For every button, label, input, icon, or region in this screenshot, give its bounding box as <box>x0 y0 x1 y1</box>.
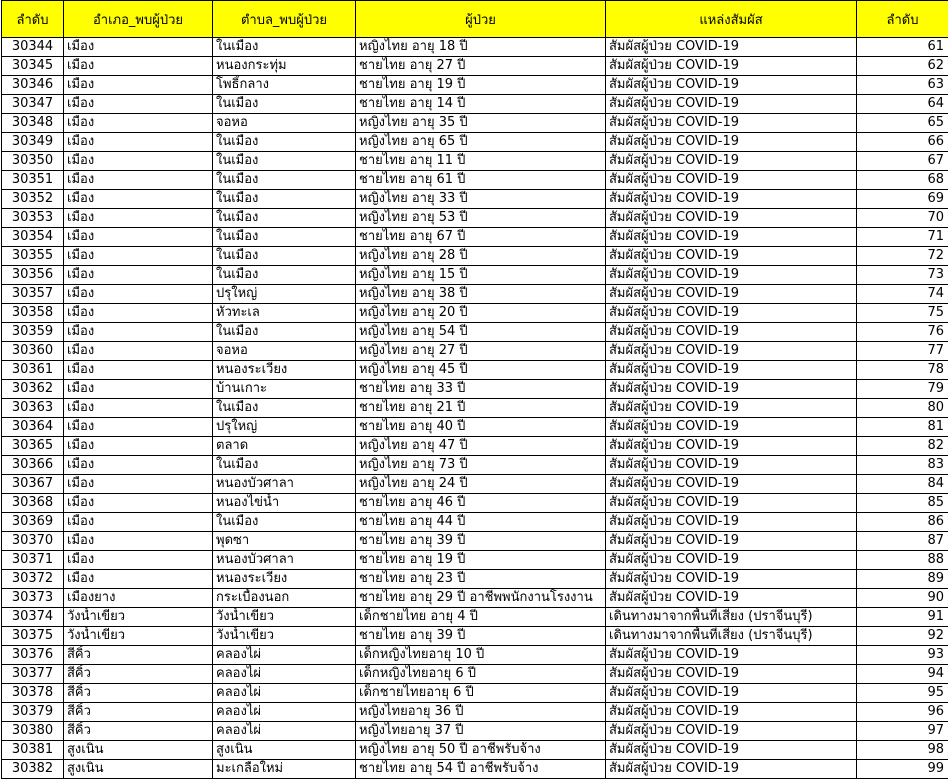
table-row <box>2 551 948 570</box>
order-number: 70 <box>857 209 948 228</box>
subdistrict: คลองไผ่ <box>213 684 356 703</box>
subdistrict: ในเมือง <box>213 513 356 532</box>
order-number: 93 <box>857 646 948 665</box>
table-row <box>2 589 948 608</box>
case-number: 30376 <box>2 646 64 665</box>
contact-source: สัมผัสผู้ป่วย COVID-19 <box>606 323 857 342</box>
district: เมือง <box>64 323 213 342</box>
case-number: 30373 <box>2 589 64 608</box>
district: สีคิ้ว <box>64 722 213 741</box>
contact-source: สัมผัสผู้ป่วย COVID-19 <box>606 570 857 589</box>
case-number: 30375 <box>2 627 64 646</box>
district: เมือง <box>64 38 213 57</box>
table-row <box>2 760 948 779</box>
patient: หญิงไทย อายุ 15 ปี <box>356 266 606 285</box>
district: วังน้ำเขียว <box>64 627 213 646</box>
contact-source: สัมผัสผู้ป่วย COVID-19 <box>606 114 857 133</box>
case-number: 30371 <box>2 551 64 570</box>
district: เมือง <box>64 570 213 589</box>
district: เมือง <box>64 418 213 437</box>
order-number: 65 <box>857 114 948 133</box>
order-number: 98 <box>857 741 948 760</box>
order-number: 76 <box>857 323 948 342</box>
contact-source: สัมผัสผู้ป่วย COVID-19 <box>606 285 857 304</box>
patient: ชายไทย อายุ 11 ปี <box>356 152 606 171</box>
contact-source: สัมผัสผู้ป่วย COVID-19 <box>606 399 857 418</box>
subdistrict: ในเมือง <box>213 247 356 266</box>
table-row <box>2 456 948 475</box>
contact-source: สัมผัสผู้ป่วย COVID-19 <box>606 551 857 570</box>
district: เมือง <box>64 209 213 228</box>
contact-source: สัมผัสผู้ป่วย COVID-19 <box>606 190 857 209</box>
patient: ชายไทย อายุ 61 ปี <box>356 171 606 190</box>
district: เมือง <box>64 380 213 399</box>
order-number: 94 <box>857 665 948 684</box>
header-contact-source: แหล่งสัมผัส <box>606 1 857 38</box>
order-number: 86 <box>857 513 948 532</box>
order-number: 88 <box>857 551 948 570</box>
patient: หญิงไทย อายุ 35 ปี <box>356 114 606 133</box>
case-number: 30350 <box>2 152 64 171</box>
district: เมือง <box>64 399 213 418</box>
order-number: 62 <box>857 57 948 76</box>
contact-source: สัมผัสผู้ป่วย COVID-19 <box>606 532 857 551</box>
order-number: 85 <box>857 494 948 513</box>
case-number: 30353 <box>2 209 64 228</box>
subdistrict: วังน้ำเขียว <box>213 608 356 627</box>
order-number: 73 <box>857 266 948 285</box>
district: เมือง <box>64 285 213 304</box>
case-number: 30374 <box>2 608 64 627</box>
contact-source: สัมผัสผู้ป่วย COVID-19 <box>606 342 857 361</box>
order-number: 91 <box>857 608 948 627</box>
case-number: 30363 <box>2 399 64 418</box>
contact-source: สัมผัสผู้ป่วย COVID-19 <box>606 266 857 285</box>
case-number: 30356 <box>2 266 64 285</box>
header-district: อำเภอ_พบผู้ป่วย <box>64 1 213 38</box>
table-row <box>2 38 948 57</box>
contact-source: สัมผัสผู้ป่วย COVID-19 <box>606 95 857 114</box>
district: สีคิ้ว <box>64 684 213 703</box>
subdistrict: หนองกระทุ่ม <box>213 57 356 76</box>
district: เมือง <box>64 57 213 76</box>
case-number: 30357 <box>2 285 64 304</box>
header-subdistrict: ตำบล_พบผู้ป่วย <box>213 1 356 38</box>
contact-source: สัมผัสผู้ป่วย COVID-19 <box>606 703 857 722</box>
patient: ชายไทย อายุ 44 ปี <box>356 513 606 532</box>
patient: ชายไทย อายุ 67 ปี <box>356 228 606 247</box>
order-number: 63 <box>857 76 948 95</box>
table-row <box>2 285 948 304</box>
contact-source: เดินทางมาจากพื้นที่เสี่ยง (ปราจีนบุรี) <box>606 608 857 627</box>
subdistrict: หนองระเวียง <box>213 570 356 589</box>
contact-source: สัมผัสผู้ป่วย COVID-19 <box>606 741 857 760</box>
subdistrict: กระเบื้องนอก <box>213 589 356 608</box>
patient: ชายไทย อายุ 46 ปี <box>356 494 606 513</box>
patient: หญิงไทย อายุ 28 ปี <box>356 247 606 266</box>
table-row <box>2 380 948 399</box>
contact-source: สัมผัสผู้ป่วย COVID-19 <box>606 418 857 437</box>
subdistrict: ในเมือง <box>213 209 356 228</box>
patient: หญิงไทย อายุ 18 ปี <box>356 38 606 57</box>
table-row <box>2 608 948 627</box>
district: สูงเนิน <box>64 741 213 760</box>
case-number: 30369 <box>2 513 64 532</box>
patient: เด็กหญิงไทยอายุ 6 ปี <box>356 665 606 684</box>
order-number: 92 <box>857 627 948 646</box>
order-number: 61 <box>857 38 948 57</box>
order-number: 89 <box>857 570 948 589</box>
patient: ชายไทย อายุ 29 ปี อาชีพพนักงานโรงงาน <box>356 589 606 608</box>
contact-source: สัมผัสผู้ป่วย COVID-19 <box>606 247 857 266</box>
table-row <box>2 114 948 133</box>
contact-source: สัมผัสผู้ป่วย COVID-19 <box>606 665 857 684</box>
order-number: 84 <box>857 475 948 494</box>
contact-source: สัมผัสผู้ป่วย COVID-19 <box>606 494 857 513</box>
subdistrict: หนองระเวียง <box>213 361 356 380</box>
contact-source: สัมผัสผู้ป่วย COVID-19 <box>606 760 857 779</box>
case-number: 30372 <box>2 570 64 589</box>
subdistrict: คลองไผ่ <box>213 646 356 665</box>
table-row <box>2 646 948 665</box>
subdistrict: สูงเนิน <box>213 741 356 760</box>
patient: ชายไทย อายุ 14 ปี <box>356 95 606 114</box>
subdistrict: ในเมือง <box>213 171 356 190</box>
table-row <box>2 741 948 760</box>
order-number: 82 <box>857 437 948 456</box>
order-number: 83 <box>857 456 948 475</box>
case-number: 30362 <box>2 380 64 399</box>
district: เมือง <box>64 304 213 323</box>
district: เมือง <box>64 247 213 266</box>
contact-source: สัมผัสผู้ป่วย COVID-19 <box>606 380 857 399</box>
district: เมือง <box>64 171 213 190</box>
subdistrict: ตลาด <box>213 437 356 456</box>
order-number: 74 <box>857 285 948 304</box>
district: วังน้ำเขียว <box>64 608 213 627</box>
case-number: 30354 <box>2 228 64 247</box>
contact-source: สัมผัสผู้ป่วย COVID-19 <box>606 513 857 532</box>
subdistrict: วังน้ำเขียว <box>213 627 356 646</box>
patient: ชายไทย อายุ 39 ปี <box>356 532 606 551</box>
table-row <box>2 152 948 171</box>
table-row <box>2 532 948 551</box>
patient: หญิงไทย อายุ 45 ปี <box>356 361 606 380</box>
patient: หญิงไทย อายุ 38 ปี <box>356 285 606 304</box>
district: เมือง <box>64 228 213 247</box>
subdistrict: พุดซา <box>213 532 356 551</box>
contact-source: สัมผัสผู้ป่วย COVID-19 <box>606 228 857 247</box>
case-number: 30364 <box>2 418 64 437</box>
table-row <box>2 228 948 247</box>
contact-source: สัมผัสผู้ป่วย COVID-19 <box>606 437 857 456</box>
table-row <box>2 703 948 722</box>
contact-source: เดินทางมาจากพื้นที่เสี่ยง (ปราจีนบุรี) <box>606 627 857 646</box>
case-number: 30345 <box>2 57 64 76</box>
case-number: 30344 <box>2 38 64 57</box>
case-number: 30346 <box>2 76 64 95</box>
subdistrict: หนองไข่น้ำ <box>213 494 356 513</box>
case-number: 30360 <box>2 342 64 361</box>
district: เมือง <box>64 266 213 285</box>
order-number: 87 <box>857 532 948 551</box>
district: สีคิ้ว <box>64 703 213 722</box>
table-row <box>2 494 948 513</box>
contact-source: สัมผัสผู้ป่วย COVID-19 <box>606 152 857 171</box>
district: สีคิ้ว <box>64 646 213 665</box>
header-seq: ลำดับ <box>2 1 64 38</box>
patient: ชายไทย อายุ 39 ปี <box>356 627 606 646</box>
case-number: 30347 <box>2 95 64 114</box>
case-number: 30378 <box>2 684 64 703</box>
table-row <box>2 209 948 228</box>
patient: หญิงไทย อายุ 50 ปี อาชีพรับจ้าง <box>356 741 606 760</box>
patient: หญิงไทย อายุ 47 ปี <box>356 437 606 456</box>
subdistrict: จอหอ <box>213 342 356 361</box>
contact-source: สัมผัสผู้ป่วย COVID-19 <box>606 684 857 703</box>
district: เมือง <box>64 342 213 361</box>
patient: ชายไทย อายุ 54 ปี อาชีพรับจ้าง <box>356 760 606 779</box>
district: สูงเนิน <box>64 760 213 779</box>
case-number: 30355 <box>2 247 64 266</box>
district: เมือง <box>64 190 213 209</box>
contact-source: สัมผัสผู้ป่วย COVID-19 <box>606 722 857 741</box>
order-number: 64 <box>857 95 948 114</box>
district: เมือง <box>64 494 213 513</box>
district: เมือง <box>64 152 213 171</box>
subdistrict: หนองบัวศาลา <box>213 475 356 494</box>
patient: ชายไทย อายุ 27 ปี <box>356 57 606 76</box>
subdistrict: ในเมือง <box>213 190 356 209</box>
table-row <box>2 247 948 266</box>
subdistrict: คลองไผ่ <box>213 703 356 722</box>
case-number: 30380 <box>2 722 64 741</box>
table-row <box>2 171 948 190</box>
case-number: 30348 <box>2 114 64 133</box>
district: เมือง <box>64 475 213 494</box>
table-row <box>2 437 948 456</box>
district: เมือง <box>64 114 213 133</box>
contact-source: สัมผัสผู้ป่วย COVID-19 <box>606 38 857 57</box>
order-number: 67 <box>857 152 948 171</box>
district: สีคิ้ว <box>64 665 213 684</box>
subdistrict: คลองไผ่ <box>213 665 356 684</box>
district: เมือง <box>64 551 213 570</box>
contact-source: สัมผัสผู้ป่วย COVID-19 <box>606 361 857 380</box>
case-number: 30349 <box>2 133 64 152</box>
patient: ชายไทย อายุ 19 ปี <box>356 76 606 95</box>
subdistrict: ปรุใหญ่ <box>213 418 356 437</box>
subdistrict: โพธิ์กลาง <box>213 76 356 95</box>
contact-source: สัมผัสผู้ป่วย COVID-19 <box>606 646 857 665</box>
district: เมือง <box>64 513 213 532</box>
contact-source: สัมผัสผู้ป่วย COVID-19 <box>606 209 857 228</box>
order-number: 71 <box>857 228 948 247</box>
contact-source: สัมผัสผู้ป่วย COVID-19 <box>606 171 857 190</box>
patient: หญิงไทยอายุ 36 ปี <box>356 703 606 722</box>
contact-source: สัมผัสผู้ป่วย COVID-19 <box>606 475 857 494</box>
order-number: 96 <box>857 703 948 722</box>
order-number: 80 <box>857 399 948 418</box>
table-row <box>2 190 948 209</box>
patient: ชายไทย อายุ 33 ปี <box>356 380 606 399</box>
header-row <box>2 1 948 38</box>
patient-table <box>1 0 948 779</box>
order-number: 95 <box>857 684 948 703</box>
patient: หญิงไทย อายุ 20 ปี <box>356 304 606 323</box>
subdistrict: จอหอ <box>213 114 356 133</box>
case-number: 30366 <box>2 456 64 475</box>
contact-source: สัมผัสผู้ป่วย COVID-19 <box>606 304 857 323</box>
table-row <box>2 627 948 646</box>
order-number: 69 <box>857 190 948 209</box>
subdistrict: ในเมือง <box>213 38 356 57</box>
patient: ชายไทย อายุ 21 ปี <box>356 399 606 418</box>
subdistrict: บ้านเกาะ <box>213 380 356 399</box>
table-row <box>2 304 948 323</box>
order-number: 77 <box>857 342 948 361</box>
order-number: 72 <box>857 247 948 266</box>
header-order: ลำดับ <box>857 1 948 38</box>
table-row <box>2 418 948 437</box>
order-number: 97 <box>857 722 948 741</box>
order-number: 75 <box>857 304 948 323</box>
order-number: 81 <box>857 418 948 437</box>
table-row <box>2 57 948 76</box>
table-row <box>2 399 948 418</box>
patient: เด็กหญิงไทยอายุ 10 ปี <box>356 646 606 665</box>
subdistrict: ในเมือง <box>213 95 356 114</box>
subdistrict: ปรุใหญ่ <box>213 285 356 304</box>
patient: หญิงไทย อายุ 53 ปี <box>356 209 606 228</box>
subdistrict: คลองไผ่ <box>213 722 356 741</box>
table-row <box>2 76 948 95</box>
patient: หญิงไทย อายุ 24 ปี <box>356 475 606 494</box>
patient: หญิงไทย อายุ 33 ปี <box>356 190 606 209</box>
patient: หญิงไทย อายุ 73 ปี <box>356 456 606 475</box>
case-number: 30379 <box>2 703 64 722</box>
table-row <box>2 475 948 494</box>
header-patient: ผู้ป่วย <box>356 1 606 38</box>
patient: ชายไทย อายุ 40 ปี <box>356 418 606 437</box>
contact-source: สัมผัสผู้ป่วย COVID-19 <box>606 589 857 608</box>
contact-source: สัมผัสผู้ป่วย COVID-19 <box>606 57 857 76</box>
subdistrict: ในเมือง <box>213 399 356 418</box>
district: เมืองยาง <box>64 589 213 608</box>
table-row <box>2 684 948 703</box>
table-row <box>2 342 948 361</box>
case-number: 30382 <box>2 760 64 779</box>
patient: หญิงไทยอายุ 37 ปี <box>356 722 606 741</box>
patient: หญิงไทย อายุ 27 ปี <box>356 342 606 361</box>
subdistrict: ในเมือง <box>213 228 356 247</box>
table-row <box>2 665 948 684</box>
case-number: 30358 <box>2 304 64 323</box>
patient: ชายไทย อายุ 23 ปี <box>356 570 606 589</box>
order-number: 68 <box>857 171 948 190</box>
subdistrict: ในเมือง <box>213 133 356 152</box>
table-row <box>2 570 948 589</box>
case-number: 30361 <box>2 361 64 380</box>
table-row <box>2 133 948 152</box>
district: เมือง <box>64 437 213 456</box>
case-number: 30365 <box>2 437 64 456</box>
table-row <box>2 513 948 532</box>
order-number: 99 <box>857 760 948 779</box>
contact-source: สัมผัสผู้ป่วย COVID-19 <box>606 76 857 95</box>
case-number: 30377 <box>2 665 64 684</box>
case-number: 30381 <box>2 741 64 760</box>
patient: หญิงไทย อายุ 65 ปี <box>356 133 606 152</box>
district: เมือง <box>64 532 213 551</box>
order-number: 79 <box>857 380 948 399</box>
case-number: 30368 <box>2 494 64 513</box>
district: เมือง <box>64 361 213 380</box>
patient: ชายไทย อายุ 19 ปี <box>356 551 606 570</box>
district: เมือง <box>64 456 213 475</box>
table-row <box>2 323 948 342</box>
table-row <box>2 266 948 285</box>
subdistrict: ในเมือง <box>213 266 356 285</box>
subdistrict: มะเกลือใหม่ <box>213 760 356 779</box>
table-row <box>2 95 948 114</box>
order-number: 78 <box>857 361 948 380</box>
contact-source: สัมผัสผู้ป่วย COVID-19 <box>606 456 857 475</box>
table-row <box>2 722 948 741</box>
district: เมือง <box>64 95 213 114</box>
order-number: 90 <box>857 589 948 608</box>
patient: เด็กชายไทยอายุ 6 ปี <box>356 684 606 703</box>
contact-source: สัมผัสผู้ป่วย COVID-19 <box>606 133 857 152</box>
subdistrict: ในเมือง <box>213 152 356 171</box>
subdistrict: ในเมือง <box>213 456 356 475</box>
subdistrict: ในเมือง <box>213 323 356 342</box>
case-number: 30370 <box>2 532 64 551</box>
patient: หญิงไทย อายุ 54 ปี <box>356 323 606 342</box>
case-number: 30359 <box>2 323 64 342</box>
table-row <box>2 361 948 380</box>
case-number: 30351 <box>2 171 64 190</box>
subdistrict: หัวทะเล <box>213 304 356 323</box>
patient: เด็กชายไทย อายุ 4 ปี <box>356 608 606 627</box>
case-number: 30352 <box>2 190 64 209</box>
district: เมือง <box>64 76 213 95</box>
district: เมือง <box>64 133 213 152</box>
order-number: 66 <box>857 133 948 152</box>
subdistrict: หนองบัวศาลา <box>213 551 356 570</box>
case-number: 30367 <box>2 475 64 494</box>
